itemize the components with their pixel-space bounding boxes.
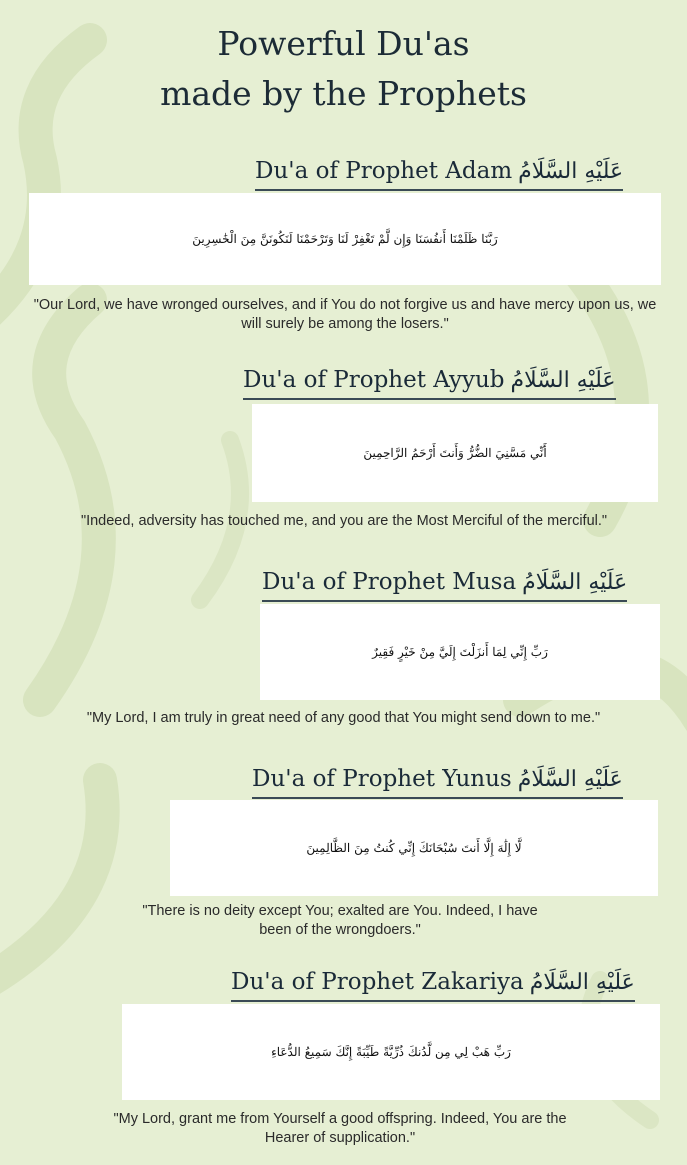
heading-yunus-text: Du'a of Prophet Yunus xyxy=(252,766,512,792)
heading-zakariya-text: Du'a of Prophet Zakariya xyxy=(231,969,524,995)
page-title-line1: Powerful Du'as xyxy=(217,24,470,63)
translation-yunus: "There is no deity except You; exalted are You. Indeed, I have been of the wrongdoers." xyxy=(142,903,538,938)
heading-musa-text: Du'a of Prophet Musa xyxy=(262,569,517,595)
arabic-yunus: لَّا إِلَٰهَ إِلَّا أَنتَ سُبْحَانَكَ إِنِّي كُنتُ مِنَ الظَّالِمِينَ xyxy=(170,800,658,896)
translation-zakariya: "My Lord, grant me from Yourself a good offspring. Indeed, You are the Hearer of supplication." xyxy=(113,1111,567,1146)
heading-zakariya xyxy=(231,967,635,1002)
arabic-zakariya: رَبِّ هَبْ لِي مِن لَّدُنكَ ذُرِّيَّةً طَيِّبَةً إِنَّكَ سَمِيعُ الدُّعَاءِ xyxy=(122,1004,660,1100)
honorific-ayyub: عَلَيْهِ السَّلَامُ xyxy=(510,368,616,393)
page-title-line2: made by the Prophets xyxy=(160,74,527,113)
heading-musa xyxy=(262,567,627,602)
honorific-adam: عَلَيْهِ السَّلَامُ xyxy=(518,159,624,184)
honorific-yunus: عَلَيْهِ السَّلَامُ xyxy=(517,767,623,792)
heading-adam-text: Du'a of Prophet Adam xyxy=(255,158,513,184)
heading-ayyub xyxy=(243,365,616,400)
heading-adam xyxy=(255,156,623,191)
honorific-musa: عَلَيْهِ السَّلَامُ xyxy=(522,570,628,595)
arabic-ayyub: أَنِّي مَسَّنِيَ الضُّرُّ وَأَنتَ أَرْحَمُ الرَّاحِمِينَ xyxy=(252,404,658,502)
arabic-adam: رَبَّنَا ظَلَمْنَا أَنفُسَنَا وَإِن لَّمْ تَغْفِرْ لَنَا وَتَرْحَمْنَا لَنَكُونَنَّ مِنَ الْخَٰسِرِينَ xyxy=(29,193,661,285)
honorific-zakariya: عَلَيْهِ السَّلَامُ xyxy=(529,970,635,995)
heading-ayyub-text: Du'a of Prophet Ayyub xyxy=(243,367,505,393)
translation-ayyub: "Indeed, adversity has touched me, and you are the Most Merciful of the merciful." xyxy=(80,513,608,529)
heading-yunus xyxy=(252,764,623,799)
arabic-musa: رَبِّ إِنِّي لِمَا أَنزَلْتَ إِلَيَّ مِنْ خَيْرٍ فَقِيرٌ xyxy=(260,604,660,700)
translation-musa: "My Lord, I am truly in great need of any good that You might send down to me." xyxy=(86,710,601,726)
translation-adam: "Our Lord, we have wronged ourselves, and if You do not forgive us and have mercy upon us, we will surely be among the losers." xyxy=(33,297,657,332)
